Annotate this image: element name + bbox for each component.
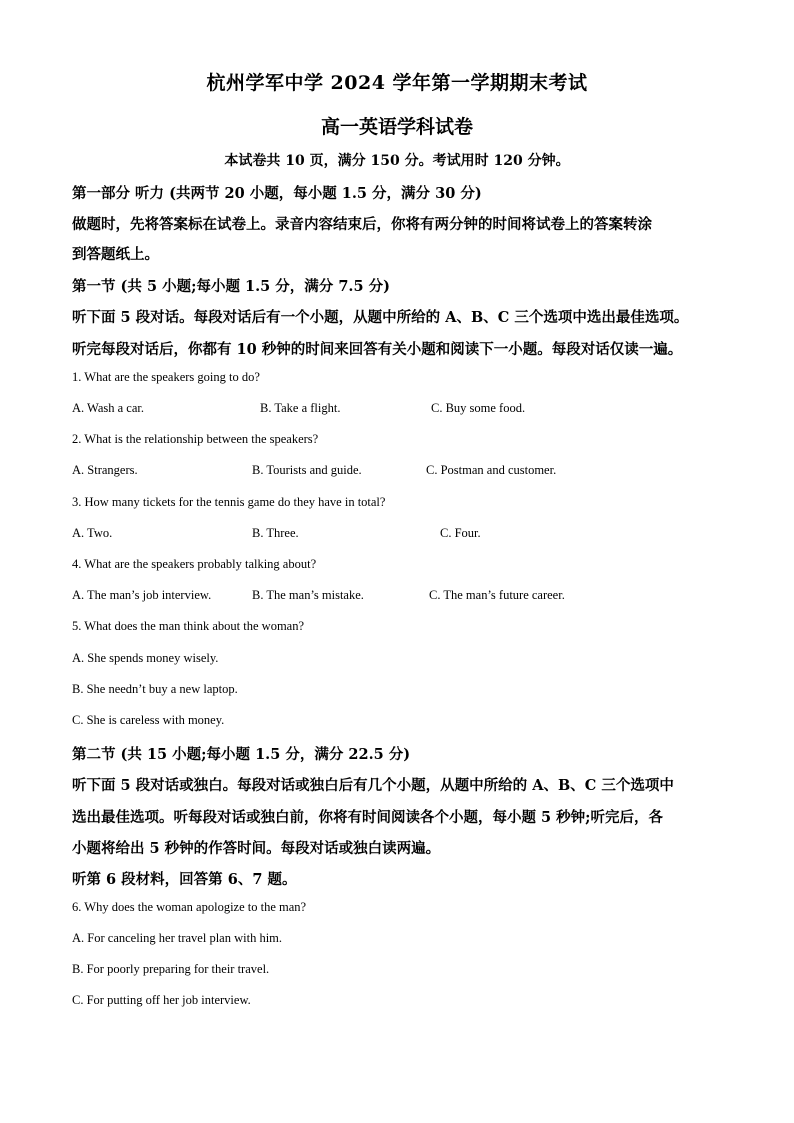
exam-title: 杭州学军中学 2024 学年第一学期期末考试 xyxy=(206,72,588,94)
section2-heading: 第二节 (共 15 小题;每小题 1.5 分，满分 22.5 分) xyxy=(72,746,411,763)
question-5: 5. What does the man think about the woman? xyxy=(72,619,305,633)
question-6-option-c: C. For putting off her job interview. xyxy=(72,993,251,1007)
question-5-option-a: A. She spends money wisely. xyxy=(72,651,219,665)
question-1-option-c: C. Buy some food. xyxy=(431,401,526,415)
question-4-option-a: A. The man’s job interview. xyxy=(72,588,212,602)
question-3: 3. How many tickets for the tennis game do they have in total? xyxy=(72,495,386,509)
question-3-option-c: C. Four. xyxy=(440,526,481,540)
section1-instruction-line1: 听下面 5 段对话。每段对话后有一个小题，从题中所给的 A、B、C 三个选项中选出最佳选项。 xyxy=(72,309,689,326)
material-6-intro: 听第 6 段材料，回答第 6、7 题。 xyxy=(72,871,297,888)
question-2-option-a: A. Strangers. xyxy=(72,463,138,477)
section1-heading: 第一节 (共 5 小题;每小题 1.5 分，满分 7.5 分) xyxy=(72,278,390,295)
section2-instruction-line1: 听下面 5 段对话或独白。每段对话或独白后有几个小题，从题中所给的 A、B、C 三个选项中 xyxy=(72,777,674,794)
section2-instruction-line3: 小题将给出 5 秒钟的作答时间。每段对话或独白读两遍。 xyxy=(72,840,441,857)
section1-instruction-line2: 听完每段对话后，你都有 10 秒钟的时间来回答有关小题和阅读下一小题。每段对话仅读一遍。 xyxy=(72,341,683,358)
exam-info: 本试卷共 10 页，满分 150 分。考试用时 120 分钟。 xyxy=(224,153,570,169)
question-1-option-b: B. Take a flight. xyxy=(260,401,341,415)
question-5-option-b: B. She needn’t buy a new laptop. xyxy=(72,682,238,696)
part1-instruction-line1: 做题时，先将答案标在试卷上。录音内容结束后，你将有两分钟的时间将试卷上的答案转涂 xyxy=(72,216,652,233)
question-4-option-c: C. The man’s future career. xyxy=(429,588,565,602)
question-6-option-a: A. For canceling her travel plan with him. xyxy=(72,931,283,945)
question-3-option-b: B. Three. xyxy=(252,526,299,540)
question-1-option-a: A. Wash a car. xyxy=(72,401,145,415)
section2-instruction-line2: 选出最佳选项。听每段对话或独白前，你将有时间阅读各个小题，每小题 5 秒钟;听完后，各 xyxy=(72,809,664,826)
question-2: 2. What is the relationship between the speakers? xyxy=(72,432,319,446)
question-2-option-c: C. Postman and customer. xyxy=(426,463,557,477)
question-6: 6. Why does the woman apologize to the man? xyxy=(72,900,307,914)
question-4: 4. What are the speakers probably talking about? xyxy=(72,557,317,571)
part1-heading: 第一部分 听力 (共两节 20 小题，每小题 1.5 分，满分 30 分) xyxy=(72,185,482,202)
question-2-option-b: B. Tourists and guide. xyxy=(252,463,362,477)
question-3-option-a: A. Two. xyxy=(72,526,113,540)
exam-subject-title: 高一英语学科试卷 xyxy=(320,116,473,138)
question-6-option-b: B. For poorly preparing for their travel. xyxy=(72,962,270,976)
question-1: 1. What are the speakers going to do? xyxy=(72,370,260,384)
question-5-option-c: C. She is careless with money. xyxy=(72,713,225,727)
question-4-option-b: B. The man’s mistake. xyxy=(252,588,364,602)
part1-instruction-line2: 到答题纸上。 xyxy=(72,246,159,263)
